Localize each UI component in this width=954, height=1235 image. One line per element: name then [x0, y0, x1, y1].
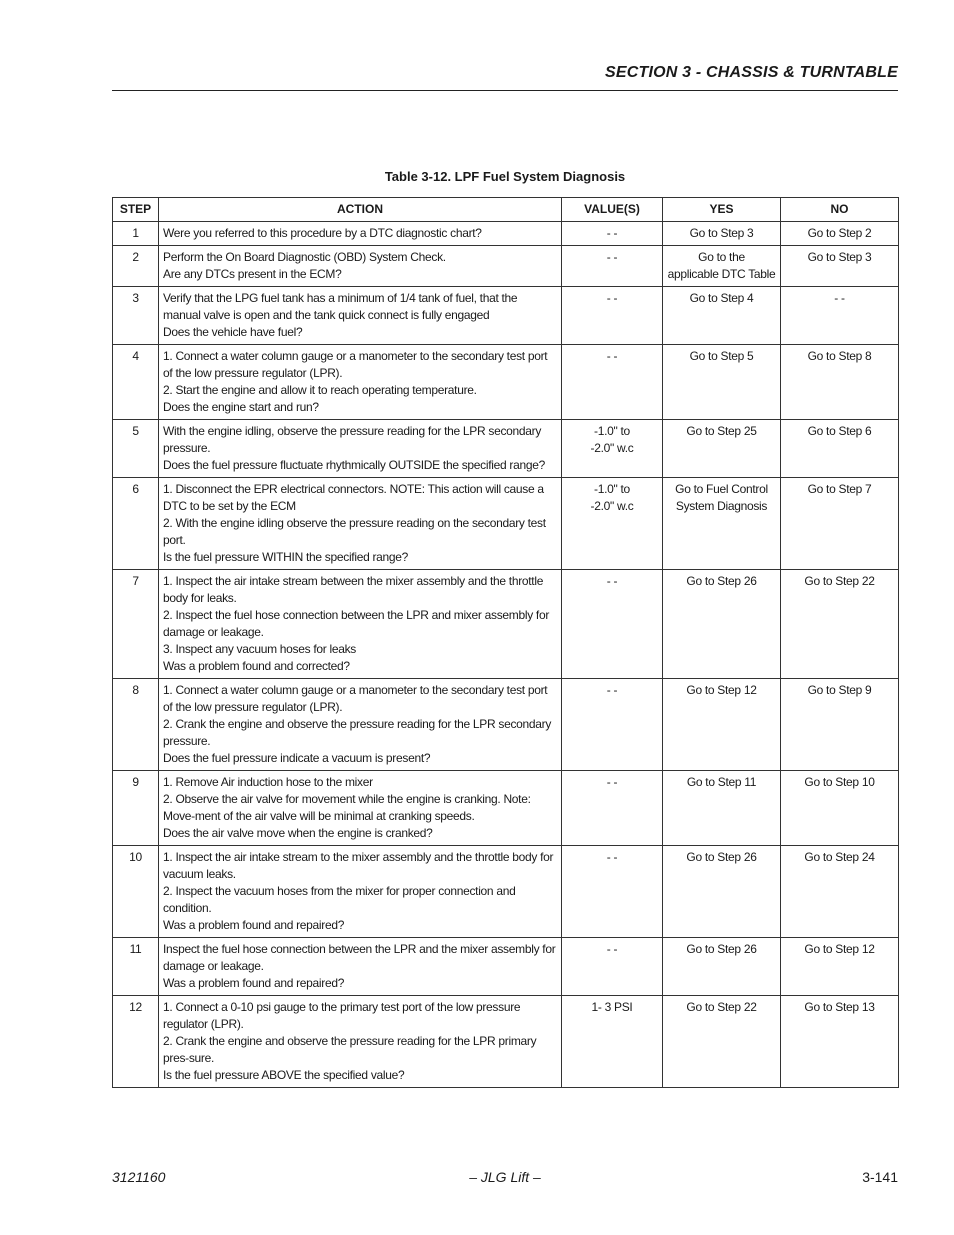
column-header-yes: YES	[663, 198, 781, 222]
table-row	[113, 345, 899, 420]
step-cell: 9	[113, 771, 159, 846]
yes-cell: Go to Step 12	[663, 679, 781, 771]
table-row	[113, 996, 899, 1088]
column-header-no: NO	[781, 198, 899, 222]
yes-cell: Go to Step 26	[663, 570, 781, 679]
step-cell: 5	[113, 420, 159, 478]
column-header-step: STEP	[113, 198, 159, 222]
page-header	[112, 64, 898, 91]
yes-cell: Go to Step 3	[663, 222, 781, 246]
yes-cell: Go to Step 26	[663, 846, 781, 938]
value-cell: - -	[562, 846, 663, 938]
no-cell: Go to Step 6	[781, 420, 899, 478]
value-cell: - -	[562, 679, 663, 771]
action-cell: Inspect the fuel hose connection between the LPR and the mixer assembly for damage or leakage. Was a problem found and repaired?	[159, 938, 562, 996]
table-row	[113, 246, 899, 287]
document-number: 3121160	[112, 1169, 166, 1185]
no-cell: Go to Step 13	[781, 996, 899, 1088]
table-row	[113, 679, 899, 771]
value-cell: - -	[562, 345, 663, 420]
page-footer	[112, 1169, 898, 1187]
action-cell: Perform the On Board Diagnostic (OBD) System Check. Are any DTCs present in the ECM?	[159, 246, 562, 287]
action-cell: 1. Inspect the air intake stream to the mixer assembly and the throttle body for vacuum leaks. 2. Inspect the vacuum hoses from the mixer for proper connection and condition. Was a problem found and repaired?	[159, 846, 562, 938]
value-cell: - -	[562, 222, 663, 246]
step-cell: 1	[113, 222, 159, 246]
value-cell: 1- 3 PSI	[562, 996, 663, 1088]
step-cell: 7	[113, 570, 159, 679]
action-cell: With the engine idling, observe the pressure reading for the LPR secondary pressure. Does the fuel pressure fluctuate rhythmically OUTSIDE the specified range?	[159, 420, 562, 478]
value-cell: - -	[562, 287, 663, 345]
yes-cell: Go to the applicable DTC Table	[663, 246, 781, 287]
step-cell: 2	[113, 246, 159, 287]
yes-cell: Go to Step 25	[663, 420, 781, 478]
no-cell: Go to Step 7	[781, 478, 899, 570]
action-cell: 1. Disconnect the EPR electrical connectors. NOTE: This action will cause a DTC to be set by the ECM 2. With the engine idling observe the pressure reading on the secondary test port. Is the fuel pressure WITHIN the specified range?	[159, 478, 562, 570]
yes-cell: Go to Step 4	[663, 287, 781, 345]
table-row	[113, 938, 899, 996]
step-cell: 3	[113, 287, 159, 345]
column-header-values: VALUE(S)	[562, 198, 663, 222]
table-row	[113, 478, 899, 570]
no-cell: Go to Step 8	[781, 345, 899, 420]
value-cell: -1.0" to -2.0" w.c	[562, 478, 663, 570]
value-cell: - -	[562, 570, 663, 679]
step-cell: 6	[113, 478, 159, 570]
no-cell: Go to Step 10	[781, 771, 899, 846]
diagnosis-table	[112, 197, 899, 1088]
action-cell: Verify that the LPG fuel tank has a minimum of 1/4 tank of fuel, that the manual valve is open and the tank quick connect is fully engaged Does the vehicle have fuel?	[159, 287, 562, 345]
yes-cell: Go to Step 26	[663, 938, 781, 996]
step-cell: 4	[113, 345, 159, 420]
step-cell: 10	[113, 846, 159, 938]
action-cell: 1. Remove Air induction hose to the mixer 2. Observe the air valve for movement while the engine is cranking. Note: Move-ment of the air valve will be minimal at cranking speeds. Does the air valve move when the engine is cranked?	[159, 771, 562, 846]
value-cell: -1.0" to -2.0" w.c	[562, 420, 663, 478]
yes-cell: Go to Fuel Control System Diagnosis	[663, 478, 781, 570]
no-cell: Go to Step 2	[781, 222, 899, 246]
action-cell: Were you referred to this procedure by a DTC diagnostic chart?	[159, 222, 562, 246]
action-cell: 1. Inspect the air intake stream between the mixer assembly and the throttle body for leaks. 2. Inspect the fuel hose connection between the LPR and mixer assembly for damage or leakage. 3. Inspect any vacuum hoses for leaks Was a problem found and corrected?	[159, 570, 562, 679]
step-cell: 8	[113, 679, 159, 771]
value-cell: - -	[562, 771, 663, 846]
no-cell: Go to Step 9	[781, 679, 899, 771]
page-number: 3-141	[862, 1169, 898, 1185]
action-cell: 1. Connect a 0-10 psi gauge to the primary test port of the low pressure regulator (LPR). 2. Crank the engine and observe the pressure reading for the LPR primary pres-sure. Is the fuel pressure ABOVE the specified value?	[159, 996, 562, 1088]
value-cell: - -	[562, 938, 663, 996]
step-cell: 12	[113, 996, 159, 1088]
table-header-row	[113, 198, 899, 222]
column-header-action: ACTION	[159, 198, 562, 222]
no-cell: Go to Step 22	[781, 570, 899, 679]
table-row	[113, 771, 899, 846]
action-cell: 1. Connect a water column gauge or a manometer to the secondary test port of the low pressure regulator (LPR). 2. Start the engine and allow it to reach operating temperature. Does the engine start and run?	[159, 345, 562, 420]
yes-cell: Go to Step 11	[663, 771, 781, 846]
table-row	[113, 222, 899, 246]
no-cell: Go to Step 24	[781, 846, 899, 938]
yes-cell: Go to Step 5	[663, 345, 781, 420]
yes-cell: Go to Step 22	[663, 996, 781, 1088]
no-cell: Go to Step 3	[781, 246, 899, 287]
table-row	[113, 846, 899, 938]
table-row	[113, 420, 899, 478]
footer-brand: – JLG Lift –	[469, 1169, 541, 1185]
table-title: Table 3-12. LPF Fuel System Diagnosis	[384, 169, 626, 184]
no-cell: Go to Step 12	[781, 938, 899, 996]
table-row	[113, 570, 899, 679]
section-title: SECTION 3 - CHASSIS & TURNTABLE	[604, 64, 898, 81]
value-cell: - -	[562, 246, 663, 287]
action-cell: 1. Connect a water column gauge or a manometer to the secondary test port of the low pressure regulator (LPR). 2. Crank the engine and observe the pressure reading for the LPR secondary pressure. Does the fuel pressure indicate a vacuum is present?	[159, 679, 562, 771]
no-cell: - -	[781, 287, 899, 345]
table-row	[113, 287, 899, 345]
step-cell: 11	[113, 938, 159, 996]
